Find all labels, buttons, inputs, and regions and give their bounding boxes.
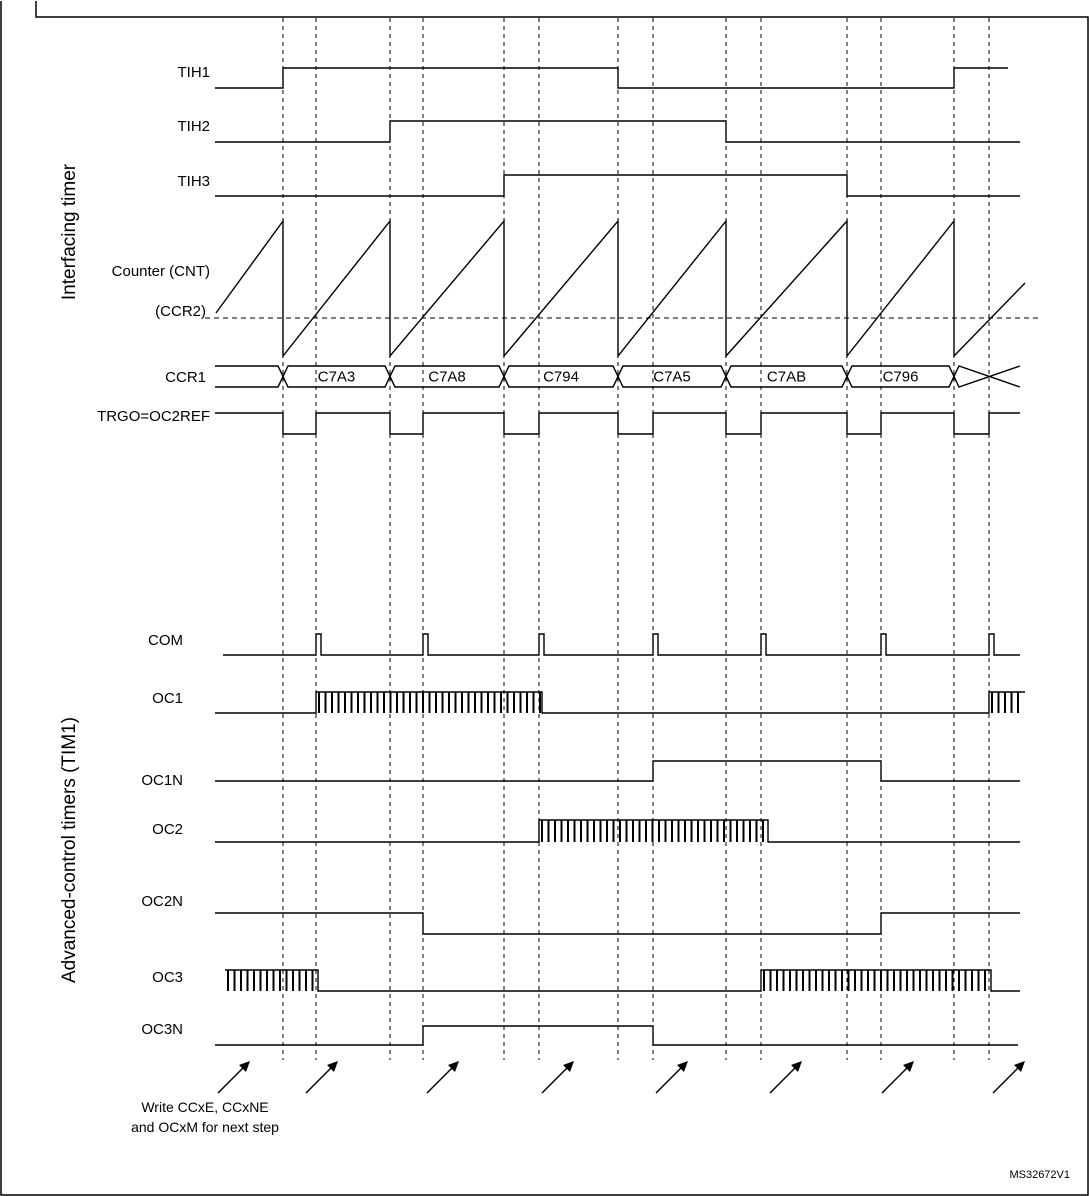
oc2n-label: OC2N	[141, 893, 183, 910]
interfacing-timer-label: Interfacing timer	[59, 163, 80, 301]
oc2-waveform	[215, 820, 1020, 842]
com-label: COM	[148, 632, 183, 649]
oc3-pwm	[228, 970, 985, 991]
oc3n-label: OC3N	[141, 1021, 183, 1038]
oc3n-waveform	[215, 1026, 1018, 1045]
ccr1-label: CCR1	[165, 369, 206, 386]
step-arrow-7	[993, 1065, 1021, 1093]
counter-sawtooth	[216, 221, 1025, 356]
step-arrow-6	[882, 1065, 910, 1093]
trgo-label: TRGO=OC2REF	[97, 408, 210, 425]
ccr1-value: C7AB	[766, 368, 807, 386]
oc2-label: OC2	[152, 821, 183, 838]
step-arrow-5	[770, 1065, 798, 1093]
oc1-pwm	[319, 692, 1018, 713]
oc1n-label: OC1N	[141, 772, 183, 789]
reference-code: MS32672V1	[1009, 1169, 1070, 1181]
step-arrow-2	[427, 1065, 455, 1093]
advanced-timers-label: Advanced-control timers (TIM1)	[59, 716, 80, 984]
oc1-waveform	[215, 692, 1025, 713]
ccr2-label: (CCR2)	[155, 303, 206, 320]
counter-label: Counter (CNT)	[111, 263, 210, 280]
tih1-waveform	[215, 68, 1008, 88]
ccr1-value: C796	[882, 368, 919, 386]
tih1-label: TIH1	[177, 64, 210, 81]
oc2-pwm	[542, 820, 763, 842]
tih3-label: TIH3	[177, 173, 210, 190]
oc1-label: OC1	[152, 690, 183, 707]
note-line1: Write CCxE, CCxNE	[141, 1099, 269, 1115]
tih2-label: TIH2	[177, 118, 210, 135]
trgo-waveform	[215, 413, 1020, 434]
ccr1-bus	[215, 366, 1020, 387]
step-arrow-4	[656, 1065, 684, 1093]
ccr1-value: C794	[543, 368, 579, 386]
ccr1-value: C7A8	[428, 368, 466, 386]
step-arrows	[218, 1061, 1025, 1093]
ccr1-value: C7A5	[653, 368, 691, 386]
step-arrow-0	[218, 1065, 246, 1093]
oc3-label: OC3	[152, 969, 183, 986]
ccr1-value: C7A3	[317, 368, 356, 386]
step-arrow-3	[542, 1065, 570, 1093]
note-line2: and OCxM for next step	[131, 1119, 279, 1135]
step-arrow-1	[306, 1065, 334, 1093]
com-waveform	[223, 634, 1020, 655]
diagram-frame	[1, 1, 1088, 1195]
